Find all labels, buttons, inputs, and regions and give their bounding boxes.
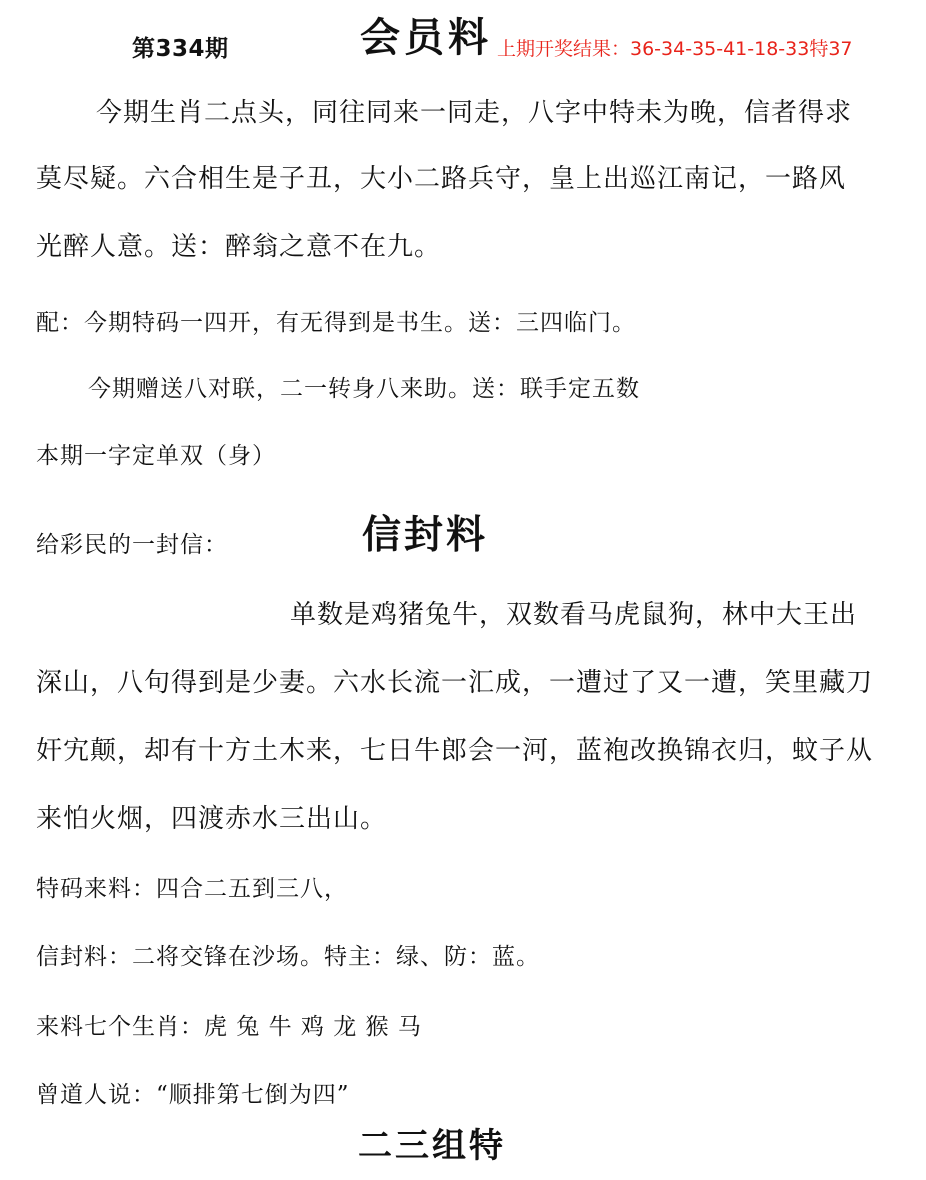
- letter-text-line-3: 奸宄颠，却有十方土木来，七日牛郎会一河，蓝袍改换锦衣归，蚊子从: [36, 736, 874, 766]
- pei-line: 配：今期特码一四开，有无得到是书生。送：三四临门。: [36, 310, 636, 336]
- last-draw-result: 上期开奖结果：36-34-35-41-18-33特37: [497, 38, 853, 60]
- letter-text-line-4: 来怕火烟，四渡赤水三出山。: [36, 804, 388, 834]
- special-code-line: 特码来料：四合二五到三八，: [36, 876, 348, 902]
- letter-text-line-2: 深山，八句得到是少妻。六水长流一汇成，一遭过了又一遭，笑里藏刀: [36, 668, 874, 698]
- letter-title: 信封料: [362, 512, 489, 558]
- one-word-line: 本期一字定单双（身）: [36, 443, 276, 469]
- member-text-line-2: 莫尽疑。六合相生是子丑，大小二路兵守，皇上出巡江南记，一路风: [36, 164, 847, 194]
- zeng-saying-line: 曾道人说：“顺排第七倒为四”: [36, 1082, 350, 1108]
- page-title: 会员料: [360, 14, 492, 61]
- gift-line: 今期赠送八对联，二一转身八来助。送：联手定五数: [88, 376, 640, 402]
- seven-zodiac-line: 来料七个生肖：虎 兔 牛 鸡 龙 猴 马: [36, 1014, 422, 1040]
- letter-intro: 给彩民的一封信：: [36, 532, 228, 558]
- member-text-line-3: 光醉人意。送：醉翁之意不在九。: [36, 232, 442, 262]
- envelope-line: 信封料：二将交锋在沙场。特主：绿、防：蓝。: [36, 944, 540, 970]
- issue-number: 第334期: [132, 36, 229, 62]
- member-text-line-1: 今期生肖二点头，同往同来一同走，八字中特未为晚，信者得求: [96, 98, 853, 128]
- final-heading: 二三组特: [358, 1126, 506, 1166]
- letter-text-line-1: 单数是鸡猪兔牛，双数看马虎鼠狗，林中大王出: [290, 600, 858, 630]
